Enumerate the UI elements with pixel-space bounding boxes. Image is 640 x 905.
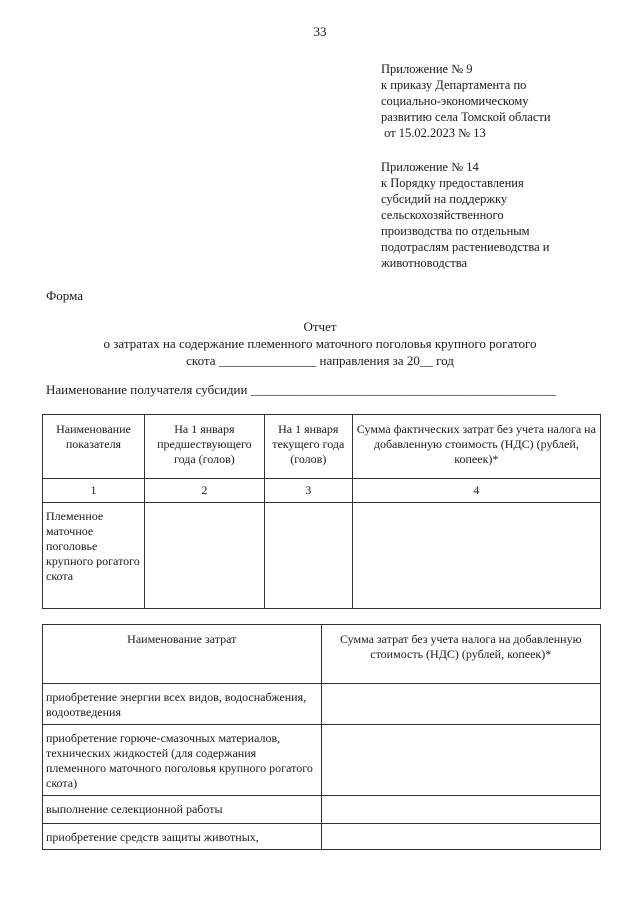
column-number: 3 <box>264 479 352 503</box>
annex-line: социально-экономическому <box>381 94 529 108</box>
value-cell[interactable] <box>321 725 600 796</box>
table-row <box>43 824 601 850</box>
livestock-table <box>42 414 601 609</box>
expense-name: приобретение энергии всех видов, водоснабжения, водоотведения <box>43 684 322 725</box>
recipient-line: Наименование получателя субсидии _______________________________________________ <box>46 382 557 397</box>
annex-line: от 15.02.2023 № 13 <box>381 126 486 140</box>
annex-line: к приказу Департамента по <box>381 78 527 92</box>
column-number-row <box>43 479 601 503</box>
header-cell: Наименование показателя <box>43 415 145 479</box>
report-subtitle-line2: скота _______________ направления за 20__ год <box>186 353 454 368</box>
annex-line: к Порядку предоставления <box>381 176 524 190</box>
annex-14-header <box>381 159 631 271</box>
form-label: Форма <box>46 288 83 303</box>
column-number: 2 <box>144 479 264 503</box>
table-row <box>43 725 601 796</box>
table-header-row <box>43 625 601 684</box>
annex-line: Приложение № 14 <box>381 160 479 174</box>
report-title: Отчет <box>303 319 337 334</box>
expenses-table <box>42 624 601 850</box>
annex-line: субсидий на поддержку <box>381 192 508 206</box>
annex-9-header <box>381 61 631 141</box>
report-title-block <box>40 318 600 369</box>
table-row <box>43 503 601 609</box>
table-row <box>43 796 601 824</box>
value-cell[interactable] <box>264 503 352 609</box>
expense-name: выполнение селекционной работы <box>43 796 322 824</box>
annex-line: подотраслям растениеводства и <box>381 240 550 254</box>
annex-line: Приложение № 9 <box>381 62 473 76</box>
value-cell[interactable] <box>352 503 600 609</box>
header-cell: На 1 января текущего года (голов) <box>264 415 352 479</box>
annex-line: сельскохозяйственного <box>381 208 504 222</box>
report-subtitle-line1: о затратах на содержание племенного маточного поголовья крупного рогатого <box>103 336 537 351</box>
value-cell[interactable] <box>321 684 600 725</box>
header-cell: Сумма фактических затрат без учета налога на добавленную стоимость (НДС) (рублей, копеек)* <box>352 415 600 479</box>
table-header-row <box>43 415 601 479</box>
page-number: 33 <box>313 24 327 39</box>
header-cell: Наименование затрат <box>43 625 322 684</box>
expense-name: приобретение горюче-смазочных материалов, технических жидкостей (для содержания племенного маточного поголовья крупного рогатого скота) <box>43 725 322 796</box>
column-number: 4 <box>352 479 600 503</box>
table-row <box>43 684 601 725</box>
annex-line: развитию села Томской области <box>381 110 551 124</box>
annex-line: производства по отдельным <box>381 224 530 238</box>
expense-name: приобретение средств защиты животных, <box>43 824 322 850</box>
value-cell[interactable] <box>321 796 600 824</box>
row-label: Племенное маточное поголовье крупного рогатого скота <box>43 503 145 609</box>
value-cell[interactable] <box>321 824 600 850</box>
header-cell: На 1 января предшествующего года (голов) <box>144 415 264 479</box>
column-number: 1 <box>43 479 145 503</box>
value-cell[interactable] <box>144 503 264 609</box>
annex-line: животноводства <box>381 256 467 270</box>
header-cell: Сумма затрат без учета налога на добавленную стоимость (НДС) (рублей, копеек)* <box>321 625 600 684</box>
